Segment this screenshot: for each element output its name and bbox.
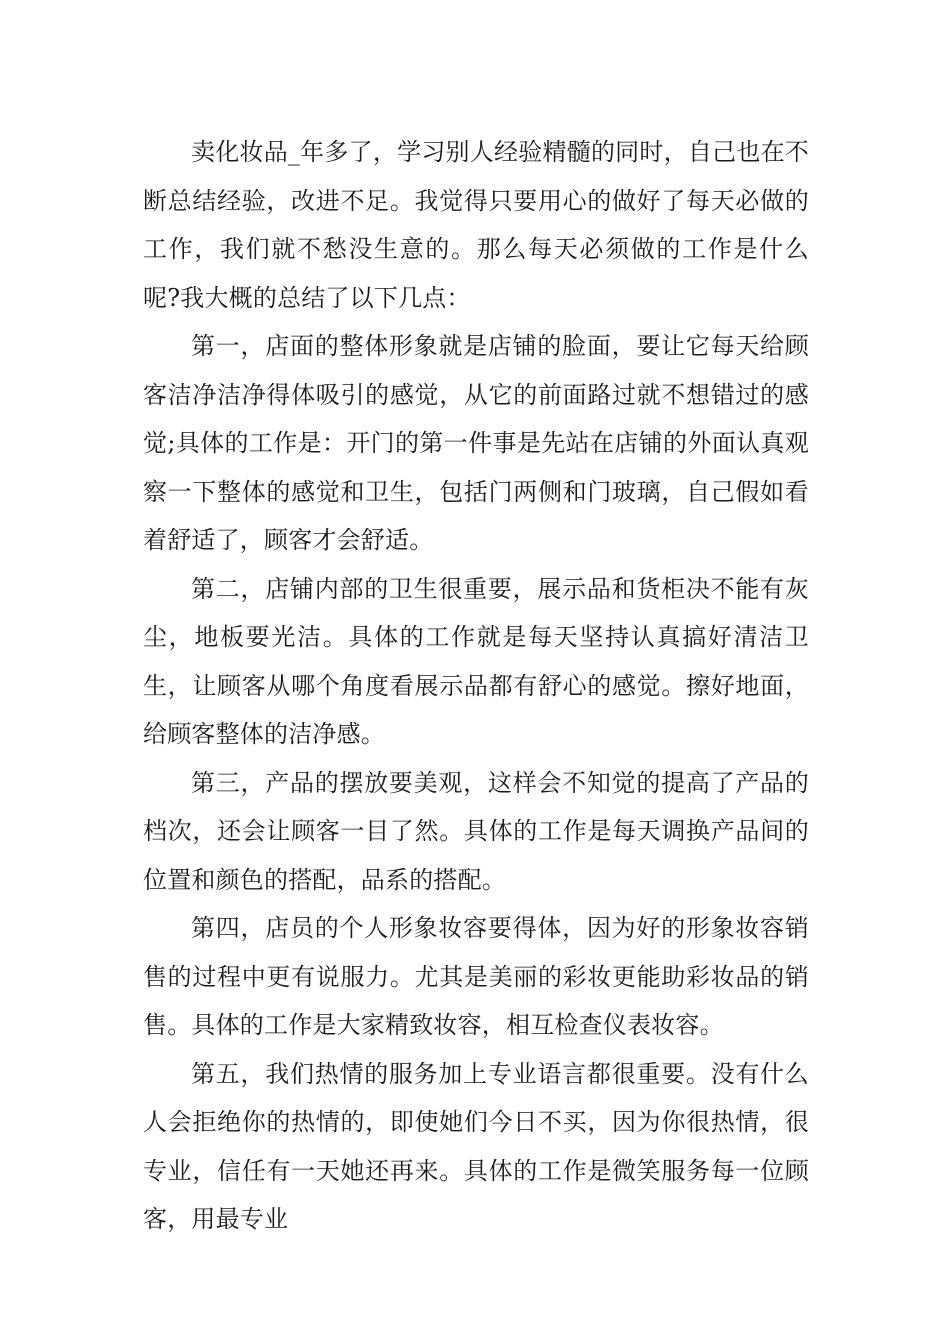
paragraph-point-1: 第一，店面的整体形象就是店铺的脸面，要让它每天给顾客洁净洁净得体吸引的感觉，从它的前面路过就不想错过的感觉;具体的工作是：开门的第一件事是先站在店铺的外面认真观察一下整体的感觉和卫生，包括门两侧和门玻璃，自己假如看着舒适了，顾客才会舒适。 (143, 332, 809, 554)
paragraph-intro: 卖化妆品_年多了，学习别人经验精髓的同时，自己也在不断总结经验，改进不足。我觉得只要用心的做好了每天必做的工作，我们就不愁没生意的。那么每天必须做的工作是什么呢?我大概的总结了以下几点： (143, 138, 809, 312)
paragraph-point-5: 第五，我们热情的服务加上专业语言都很重要。没有什么人会拒绝你的热情的，即使她们今日不买，因为你很热情，很专业，信任有一天她还再来。具体的工作是微笑服务每一位顾客，用最专业 (143, 1059, 809, 1233)
paragraph-point-4: 第四，店员的个人形象妆容要得体，因为好的形象妆容销售的过程中更有说服力。尤其是美丽的彩妆更能助彩妆品的销售。具体的工作是大家精致妆容，相互检查仪表妆容。 (143, 914, 809, 1039)
document-body (143, 128, 809, 1244)
paragraph-point-3: 第三，产品的摆放要美观，这样会不知觉的提高了产品的档次，还会让顾客一目了然。具体的工作是每天调换产品间的位置和颜色的搭配，品系的搭配。 (143, 768, 809, 894)
paragraph-point-2: 第二，店铺内部的卫生很重要，展示品和货柜决不能有灰尘，地板要光洁。具体的工作就是每天坚持认真搞好清洁卫生，让顾客从哪个角度看展示品都有舒心的感觉。擦好地面，给顾客整体的洁净感。 (143, 574, 809, 748)
